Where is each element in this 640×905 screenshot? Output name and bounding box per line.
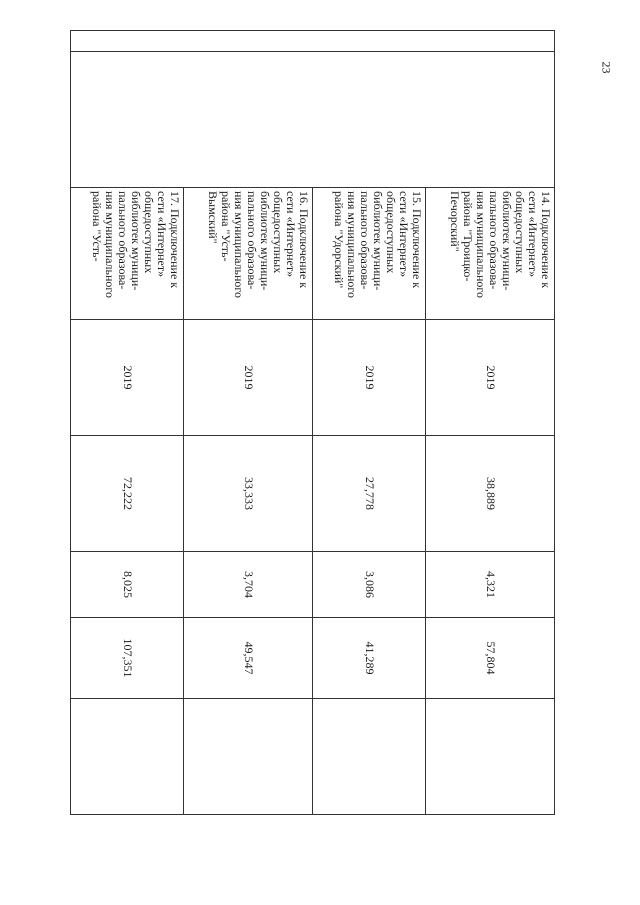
table-row: [426, 31, 555, 815]
row-name-cell: 15. Подключение к сети «Интернет» общедоступных библиотек муници- пального образова- ния муниципального района "Удорский": [313, 188, 426, 320]
year-cell: 2019: [313, 320, 426, 436]
budget-table: [70, 30, 555, 815]
empty-cell: [71, 699, 184, 815]
value-cell-2: 3,086: [313, 552, 426, 618]
value-cell-2: 8,025: [71, 552, 184, 618]
value-cell-2: 3,704: [184, 552, 313, 618]
blank-middle-column: [71, 52, 555, 188]
value-cell-3: 41,289: [313, 618, 426, 699]
value-cell-3: 57,804: [426, 618, 555, 699]
row-name-cell: 17. Подключение к сети «Интернет» общедоступных библиотек муници- пального образова- ния муниципального района "Усть-: [71, 188, 184, 320]
year-cell: 2019: [71, 320, 184, 436]
page-number: 23: [599, 61, 614, 74]
empty-cell: [313, 699, 426, 815]
value-cell-2: 4,321: [426, 552, 555, 618]
value-cell-3: 107,351: [71, 618, 184, 699]
year-cell: 2019: [426, 320, 555, 436]
year-cell: 2019: [184, 320, 313, 436]
empty-cell: [426, 699, 555, 815]
row-name-cell: 16. Подключение к сети «Интернет» общедоступных библиотек муници- пального образова- ния муниципального района "Усть- Вымский": [184, 188, 313, 320]
empty-cell: [184, 699, 313, 815]
value-cell-3: 49,547: [184, 618, 313, 699]
value-cell-1: 27,778: [313, 436, 426, 552]
value-cell-1: 38,889: [426, 436, 555, 552]
rotated-page-content: [70, 30, 555, 800]
row-name-cell: 14. Подключение к сети «Интернет» общедоступных библиотек муници- пального образова- ния муниципального района "Троицко- Печорский": [426, 188, 555, 320]
value-cell-1: 33,333: [184, 436, 313, 552]
value-cell-1: 72,222: [71, 436, 184, 552]
blank-left-column: [71, 31, 555, 52]
